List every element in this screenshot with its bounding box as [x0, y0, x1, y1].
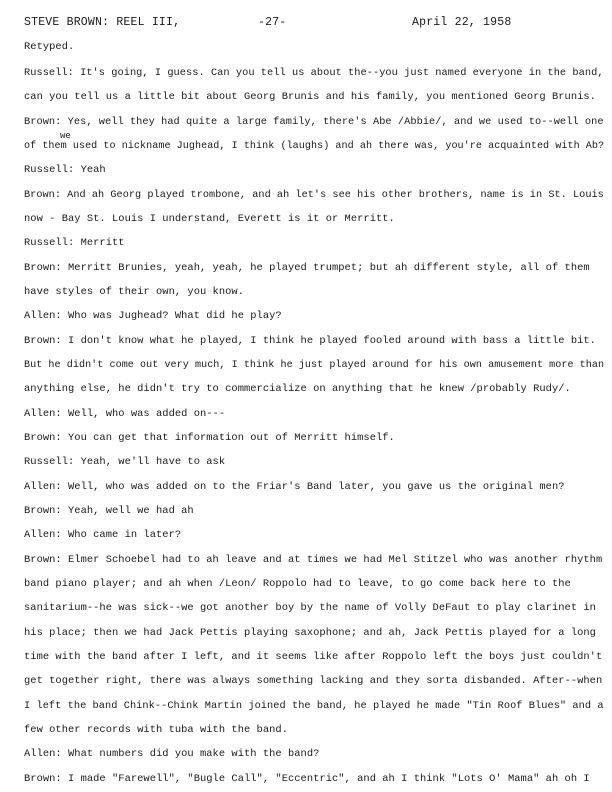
transcript-line: his place; then we had Jack Pettis playing saxophone; and ah, Jack Pettis played for a long — [24, 627, 596, 639]
transcript-line: Russell: Merritt — [24, 237, 125, 249]
transcript-line: Russell: It's going, I guess. Can you tell us about the--you just named everyone in the band, — [24, 67, 604, 79]
header-reel-label: STEVE BROWN: REEL III, — [24, 16, 181, 29]
transcript-line: But he didn't come out very much, I think he just played around for his own amusement more than — [24, 359, 605, 371]
transcript-line: Allen: What numbers did you make with the band? — [24, 748, 320, 760]
transcript-line: Allen: Well, who was added on to the Friar's Band later, you gave us the original men? — [24, 481, 565, 493]
transcript-line: I left the band Chink--Chink Martin joined the band, he played he made "Tin Roof Blues" and a — [24, 700, 604, 712]
transcript-line: few other records with tuba with the band. — [24, 724, 288, 736]
transcript-line: time with the band after I left, and it seems like after Roppolo left the boys just couldn't — [24, 651, 603, 663]
transcript-line: Allen: Who was Jughead? What did he play? — [24, 310, 282, 322]
transcript-line: Brown: Elmer Schoebel had to ah leave and at times we had Mel Stitzel who was another rhythm — [24, 554, 603, 566]
transcript-line: Brown: Merritt Brunies, yeah, yeah, he played trumpet; but ah different style, all of them — [24, 262, 590, 274]
transcript-line: band piano player; and ah when /Leon/ Roppolo had to leave, to go come back here to the — [24, 578, 571, 590]
transcript-line: Brown: And ah Georg played trombone, and ah let's see his other brothers, name is in St. Louis — [24, 189, 604, 201]
transcript-line: Russell: Yeah, we'll have to ask — [24, 456, 226, 468]
transcript-line: Allen: Who came in later? — [24, 529, 182, 541]
transcript-line: sanitarium--he was sick--we got another boy by the name of Volly DeFaut to play clarinet in — [24, 602, 596, 614]
transcript-line: have styles of their own, you know. — [24, 286, 244, 298]
transcript-line: get together right, there was always something lacking and they sorta disbanded. After--when — [24, 675, 603, 687]
transcript-line: can you tell us a little bit about Georg Brunis and his family, you mentioned Georg Brunis. — [24, 91, 596, 103]
transcript-line: Brown: I made "Farewell", "Bugle Call", "Eccentric", and ah I think "Lots O' Mama" ah oh I — [24, 773, 590, 785]
interlinear-insert: we — [60, 131, 71, 141]
transcript-line: anything else, he didn't try to commercialize on anything that he knew /probably Rudy/. — [24, 383, 571, 395]
page-number: -27- — [258, 16, 287, 29]
transcript-line: now - Bay St. Louis I understand, Everett is it or Merritt. — [24, 213, 395, 225]
transcript-line: Brown: Yeah, well we had ah — [24, 505, 194, 517]
transcript-line: Retyped. — [24, 41, 75, 53]
transcript-line: Brown: You can get that information out of Merritt himself. — [24, 432, 395, 444]
transcript-line: of them used to nickname Jughead, I think (laughs) and ah there was, you're acquainted with Ab? — [24, 140, 605, 152]
transcript-line: Russell: Yeah — [24, 164, 106, 176]
transcript-line: Brown: I don't know what he played, I think he played fooled around with bass a little bit. — [24, 335, 596, 347]
transcript-line: Allen: Well, who was added on--- — [24, 408, 226, 420]
transcript-line: Brown: Yes, well they had quite a large family, there's Abe /Abbie/, and we used to--well one — [24, 116, 604, 128]
header-date: April 22, 1958 — [412, 16, 512, 29]
